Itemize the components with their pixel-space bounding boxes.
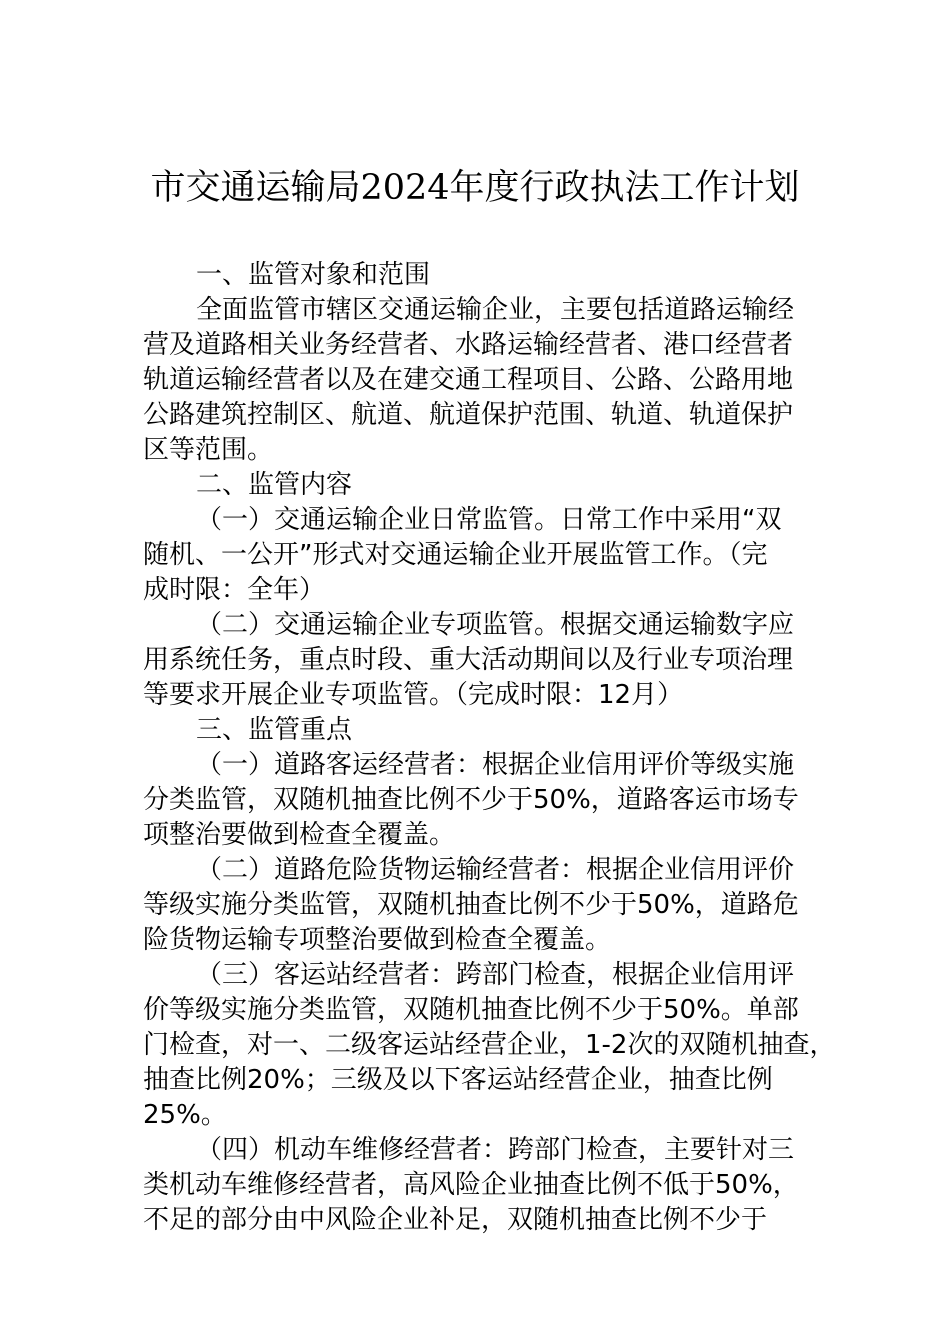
- document-body: [143, 258, 836, 1238]
- paragraph-line: 抽查比例20%；三级及以下客运站经营企业，抽查比例: [143, 1065, 773, 1095]
- paragraph-line: 险货物运输专项整治要做到检查全覆盖。: [143, 925, 612, 955]
- paragraph-line: 区等范围。: [143, 435, 274, 465]
- paragraph-line: （二）交通运输企业专项监管。根据交通运输数字应: [196, 610, 795, 640]
- paragraph-line: 类机动车维修经营者，高风险企业抽查比例不低于50%，: [143, 1170, 799, 1200]
- paragraph-line: （二）道路危险货物运输经营者：根据企业信用评价: [196, 855, 795, 885]
- paragraph-line: 全面监管市辖区交通运输企业，主要包括道路运输经: [196, 295, 795, 325]
- paragraph-line: （三）客运站经营者：跨部门检查，根据企业信用评: [196, 960, 795, 990]
- paragraph-line: 成时限：全年）: [143, 575, 326, 605]
- paragraph-line: 等级实施分类监管，双随机抽查比例不少于50%，道路危: [143, 890, 799, 920]
- paragraph-line: 营及道路相关业务经营者、水路运输经营者、港口经营者: [143, 330, 794, 360]
- paragraph-line: 项整治要做到检查全覆盖。: [143, 820, 456, 850]
- section-heading: 二、监管内容: [196, 470, 353, 500]
- paragraph-line: 公路建筑控制区、航道、航道保护范围、轨道、轨道保护: [143, 400, 794, 430]
- paragraph-line: 用系统任务，重点时段、重大活动期间以及行业专项治理: [143, 645, 794, 675]
- paragraph-line: （一）道路客运经营者：根据企业信用评价等级实施: [196, 750, 795, 780]
- section-heading: 三、监管重点: [196, 715, 353, 745]
- section-heading: 一、监管对象和范围: [196, 260, 431, 290]
- paragraph-line: 轨道运输经营者以及在建交通工程项目、公路、公路用地: [143, 365, 794, 395]
- paragraph-line: 不足的部分由中风险企业补足，双随机抽查比例不少于: [143, 1205, 768, 1235]
- paragraph-line: 分类监管，双随机抽查比例不少于50%，道路客运市场专: [143, 785, 799, 815]
- paragraph-line: 随机、一公开”形式对交通运输企业开展监管工作。（完: [143, 540, 768, 570]
- paragraph-line: 价等级实施分类监管，双随机抽查比例不少于50%。单部: [143, 995, 799, 1025]
- paragraph-line: 等要求开展企业专项监管。（完成时限：12月）: [143, 680, 684, 710]
- paragraph-line: 门检查，对一、二级客运站经营企业，1-2次的双随机抽查，: [143, 1030, 836, 1060]
- document-title: 市交通运输局2024年度行政执法工作计划: [150, 168, 800, 208]
- paragraph-line: （四）机动车维修经营者：跨部门检查，主要针对三: [196, 1135, 795, 1165]
- paragraph-line: 25%。: [143, 1100, 227, 1130]
- paragraph-line: （一）交通运输企业日常监管。日常工作中采用“双: [196, 505, 782, 535]
